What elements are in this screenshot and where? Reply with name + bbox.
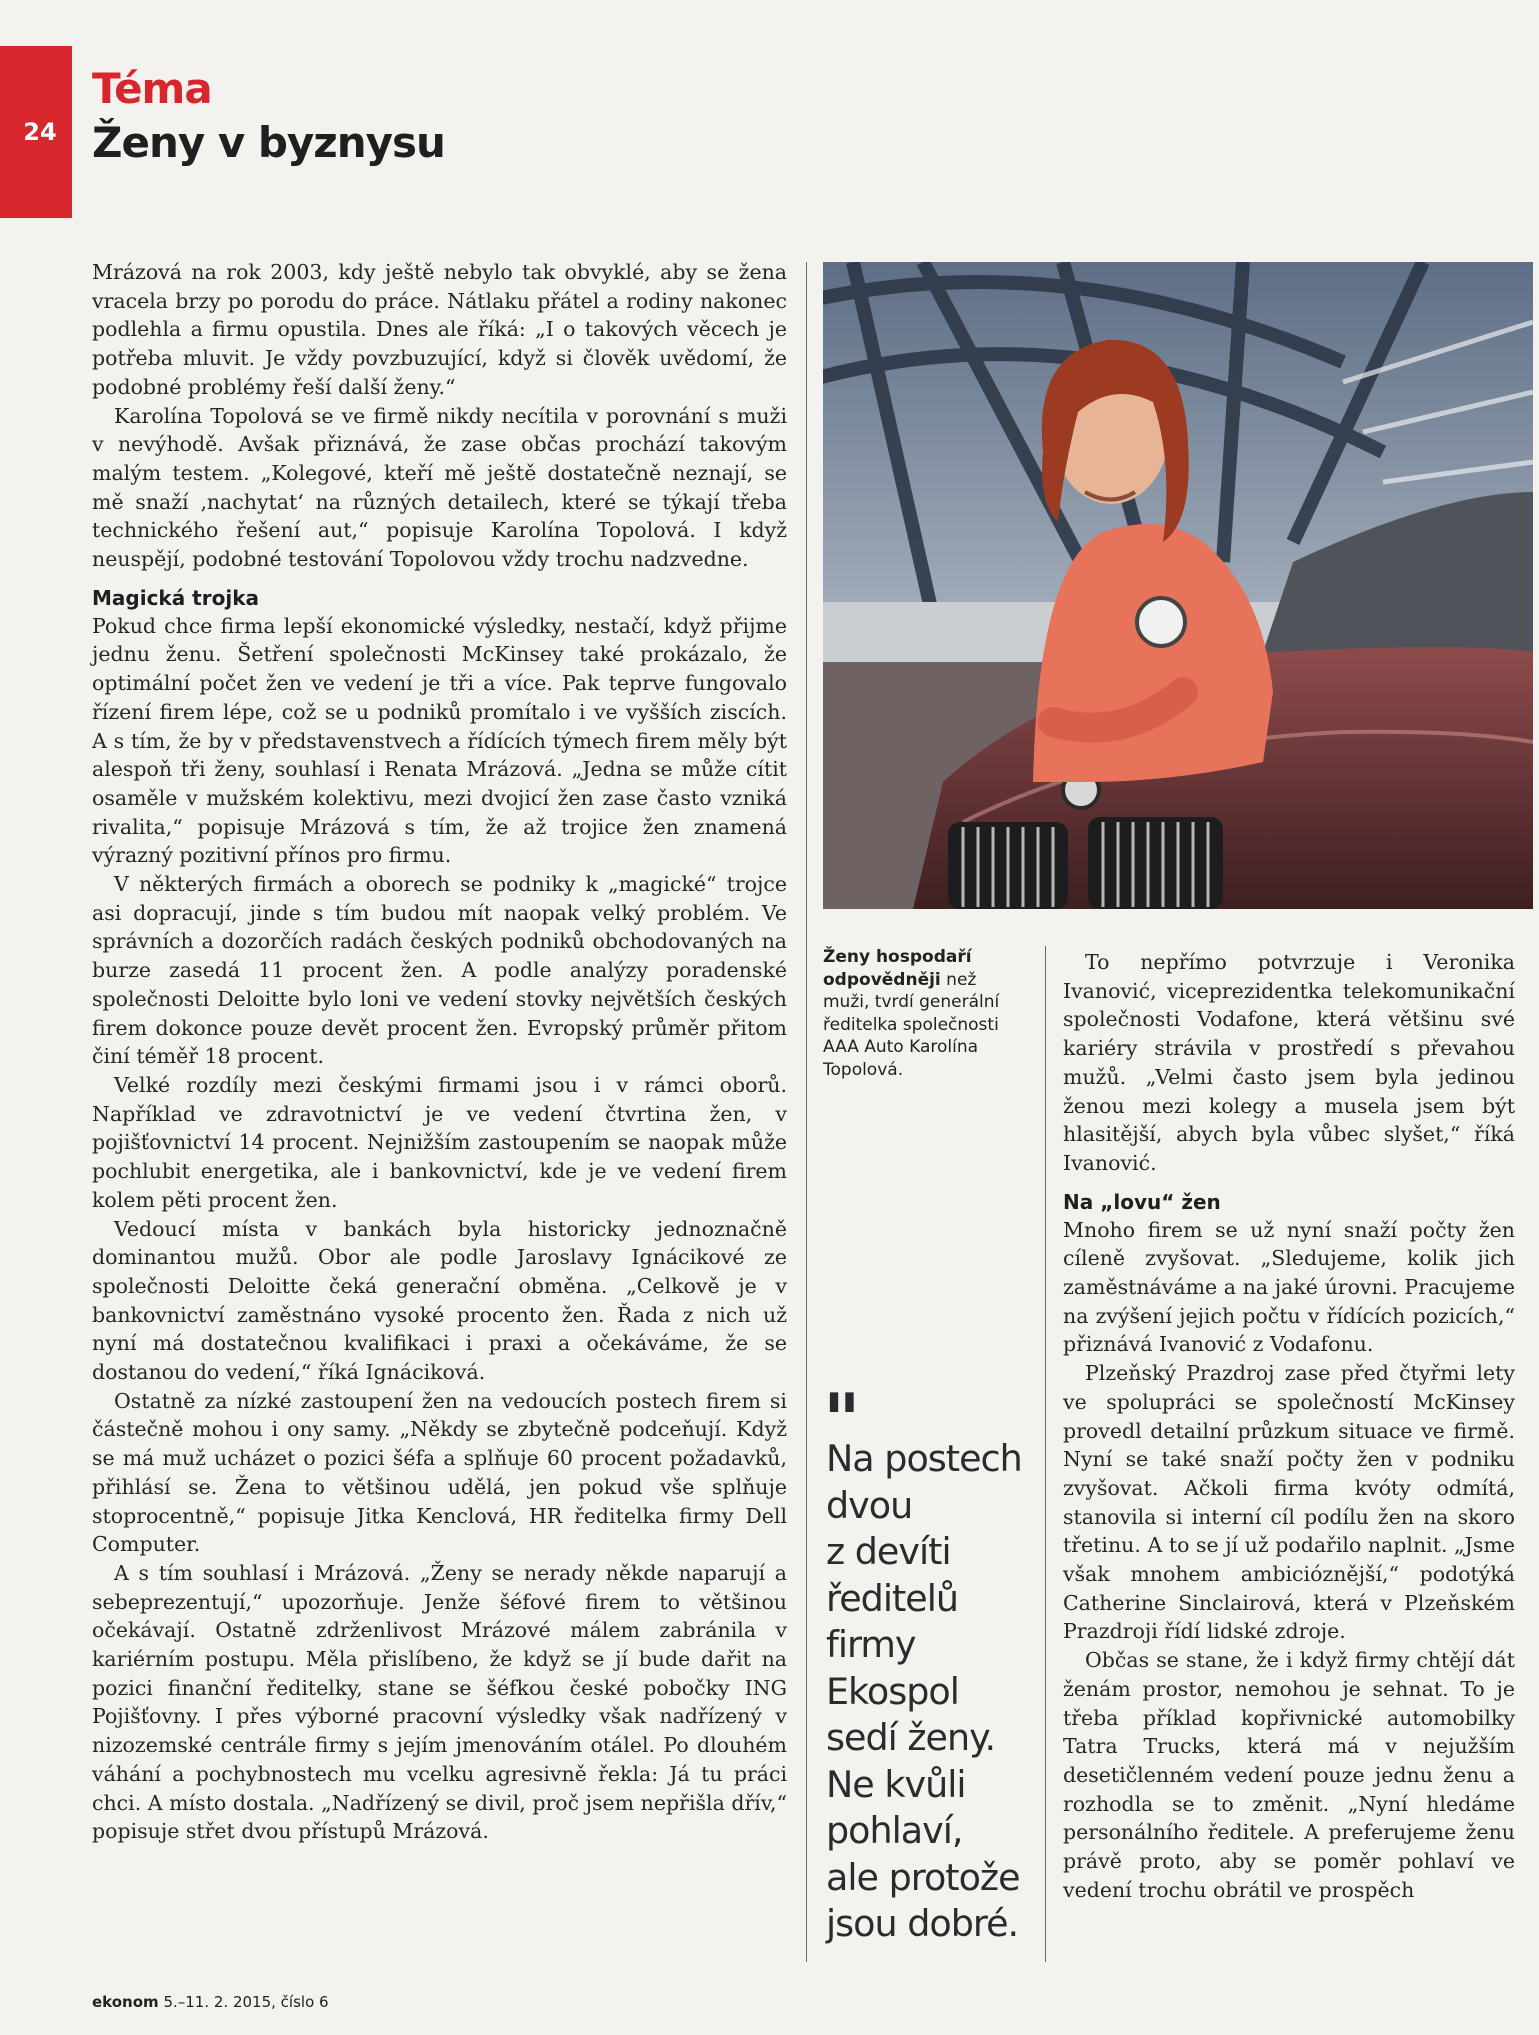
pull-quote-line: sedí ženy.: [826, 1716, 996, 1759]
paragraph: Pokud chce firma lepší ekonomické výsledky, nestačí, když přijme jednu ženu. Šetření společnosti McKinsey také prokázalo, že optimální počet žen ve vedení je tři a více. Pak teprve fungovalo řízení firem lépe, což se u podniků promítalo i ve vyšších ziscích. A s tím, že by v představenstvech a řídících týmech firem měly být alespoň tři ženy, souhlasí i Renata Mrázová. „Jedna se může cítit osaměle v mužském kolektivu, mezi dvojicí žen zase často vzniká rivalita,“ popisuje Mrázová s tím, že až trojice žen znamená výrazný pozitivní přínos pro firmu.: [92, 613, 787, 868]
caption-text: než muži, tvrdí generální ředitelka společnosti AAA Auto Karolína Topolová.: [823, 969, 1000, 1080]
column-divider-left: [806, 262, 807, 1962]
pull-quote-line: Ne kvůli: [826, 1762, 966, 1806]
pull-quote-line: jsou dobré.: [826, 1902, 1019, 1945]
headline: Ženy v byznysu: [92, 118, 445, 167]
paragraph: Karolína Topolová se ve firmě nikdy necítila v porovnání s muži v nevýhodě. Avšak přiznává, že zase občas prochází takovým malým testem. „Kolegové, kteří mě ještě dostatečně neznají, se mě snaží ‚nachytat‘ na různých detailech, které se týkají třeba technického řešení aut,“ popisuje Karolína Topolová. I když neuspějí, podobné testování Topolovou vždy trochu nadzvedne.: [92, 403, 787, 572]
pull-quote-line: pohlaví,: [826, 1809, 963, 1852]
paragraph: Ostatně za nízké zastoupení žen na vedoucích postech firem si částečně mohou i ony samy. „Někdy se zbytečně podceňují. Když se má muž ucházet o pozici šéfa a splňuje 60 procent požadavků, přihlásí se. Žena to většinou udělá, jen pokud vše splňuje stoprocentně,“ popisuje Jitka Kenclová, HR ředitelka firmy Dell Computer.: [92, 1388, 787, 1557]
article-column-left: [92, 258, 787, 1846]
pull-quote: [826, 1436, 1036, 1948]
pull-quote-line: firmy: [826, 1623, 916, 1666]
page-number: 24: [23, 118, 57, 146]
pull-quote-line: ředitelů: [826, 1576, 959, 1620]
pull-quote-line: ale protože: [826, 1855, 1020, 1899]
subheading: Na „lovu“ žen: [1063, 1189, 1221, 1214]
issue-date: 5.–11. 2. 2015, číslo 6: [163, 1993, 329, 2011]
pull-quote-line: z devíti: [826, 1530, 951, 1573]
photo-caption: [823, 946, 1008, 1081]
pull-quote-line: dvou: [826, 1483, 913, 1527]
page-footer: [92, 1993, 329, 2011]
caption-lead: Ženy hospodaří odpovědněji: [823, 947, 972, 990]
paragraph: Mnoho firem se už nyní snaží počty žen cíleně zvyšovat. „Sledujeme, kolik jich zaměstnáváme a na jaké úrovni. Pracujeme na zvýšení jejich počtu v řídících pozicích,“ přiznává Ivanović z Vodafonu.: [1063, 1217, 1515, 1357]
quote-mark-icon: ": [823, 1378, 857, 1462]
portrait-photo: [823, 262, 1533, 909]
pull-quote-line: Na postech: [826, 1437, 1022, 1480]
paragraph: To nepřímo potvrzuje i Veronika Ivanović, viceprezidentka telekomunikační společnosti Vodafone, která většinu své kariéry strávila v prostředí s převahou mužů. „Velmi často jsem byla jedinou ženou mezi kolegy a musela jsem být hlasitější, abych byla vůbec slyšet,“ říká Ivanović.: [1063, 950, 1515, 1175]
paragraph: Vedoucí místa v bankách byla historicky jednoznačně dominantou mužů. Obor ale podle Jaroslavy Ignácikové ze společnosti Deloitte čeká generační obměna. „Celkově je v bankovnictví zaměstnáno vysoké procento žen. Řada z nich už nyní má dostatečnou kvalifikaci i praxi a očekáváme, že se dostanou do vedení,“ říká Ignáciková.: [92, 1216, 787, 1385]
paragraph: Mrázová na rok 2003, kdy ještě nebylo tak obvyklé, aby se žena vracela brzy po porodu do práce. Nátlaku přátel a rodiny nakonec podlehla a firmu opustila. Dnes ale říká: „I o takových věcech je potřeba mluvit. Je vždy povzbuzující, když si člověk uvědomí, že podobné problémy řeší další ženy.“: [92, 260, 787, 399]
pull-quote-line: Ekospol: [826, 1669, 959, 1713]
paragraph: Velké rozdíly mezi českými firmami jsou i v rámci oborů. Například ve zdravotnictví je ve vedení čtvrtina žen, v pojišťovnictví 14 procent. Nejnižším zastoupením se naopak může pochlubit energetika, ale i bankovnictví, kde je ve vedení firem kolem pěti procent žen.: [92, 1072, 787, 1212]
paragraph: Plzeňský Prazdroj zase před čtyřmi lety ve spolupráci se společností McKinsey provedl detailní průzkum situace ve firmě. Nyní se také snaží počty žen v podniku zvyšovat. Ačkoli firma kvóty odmítá, stanovila si interní cíl podílu žen na skoro třetinu. A to se jí už podařilo naplnit. „Jsme však mnohem ambicióznější,“ podotýká Catherine Sinclairová, která v Plzeňském Prazdroji řídí lidské zdroje.: [1063, 1361, 1515, 1644]
section-title: Téma: [92, 64, 212, 113]
photo-illustration: [823, 262, 1533, 909]
subheading: Magická trojka: [92, 585, 260, 610]
column-divider-right: [1045, 946, 1046, 1962]
paragraph: V některých firmách a oborech se podniky k „magické“ trojce asi dopracují, jinde s tím budou mít naopak velký problém. Ve správních a dozorčích radách českých podniků obchodovaných na burze zasedá 11 procent žen. A podle analýzy poradenské společnosti Deloitte bylo loni ve vedení stovky největších českých firem dokonce pouze devět procent žen. Evropský průměr přitom činí téměř 18 procent.: [92, 872, 787, 1069]
paragraph: A s tím souhlasí i Mrázová. „Ženy se nerady někde naparují a sebeprezentují,“ upozorňuje. Jenže šéfové firem to většinou očekávají. Ostatně zdrženlivost Mrázové málem zabránila v kariérním postupu. Měla přislíbeno, že když se jí bude dařit na pozici finanční ředitelky, stane se šéfkou české pobočky ING Pojišťovny. I přes výborné pracovní výsledky však nadřízený v nizozemské centrále firmy s jejím jmenováním otálel. Po dlouhém váhání a pochybnostech mu vcelku agresivně řekla: Já tu práci chci. A místo dostala. „Nadřízený se divil, proč jsem nepřišla dřív,“ popisuje střet dvou přístupů Mrázová.: [92, 1560, 787, 1844]
magazine-name: ekonom: [92, 1993, 159, 2011]
paragraph: Občas se stane, že i když firmy chtějí dát ženám prostor, nemohou je sehnat. To je třeba příklad kopřivnické automobilky Tatra Trucks, která má v nejužším desetičlenném vedení pouze jednu ženu a rozhodla se to změnit. „Nyní hledáme personálního ředitele. A preferujeme ženu právě proto, aby se poměr pohlaví ve vedení trochu obrátil ve prospěch: [1063, 1648, 1515, 1902]
article-column-right: [1063, 948, 1515, 1905]
